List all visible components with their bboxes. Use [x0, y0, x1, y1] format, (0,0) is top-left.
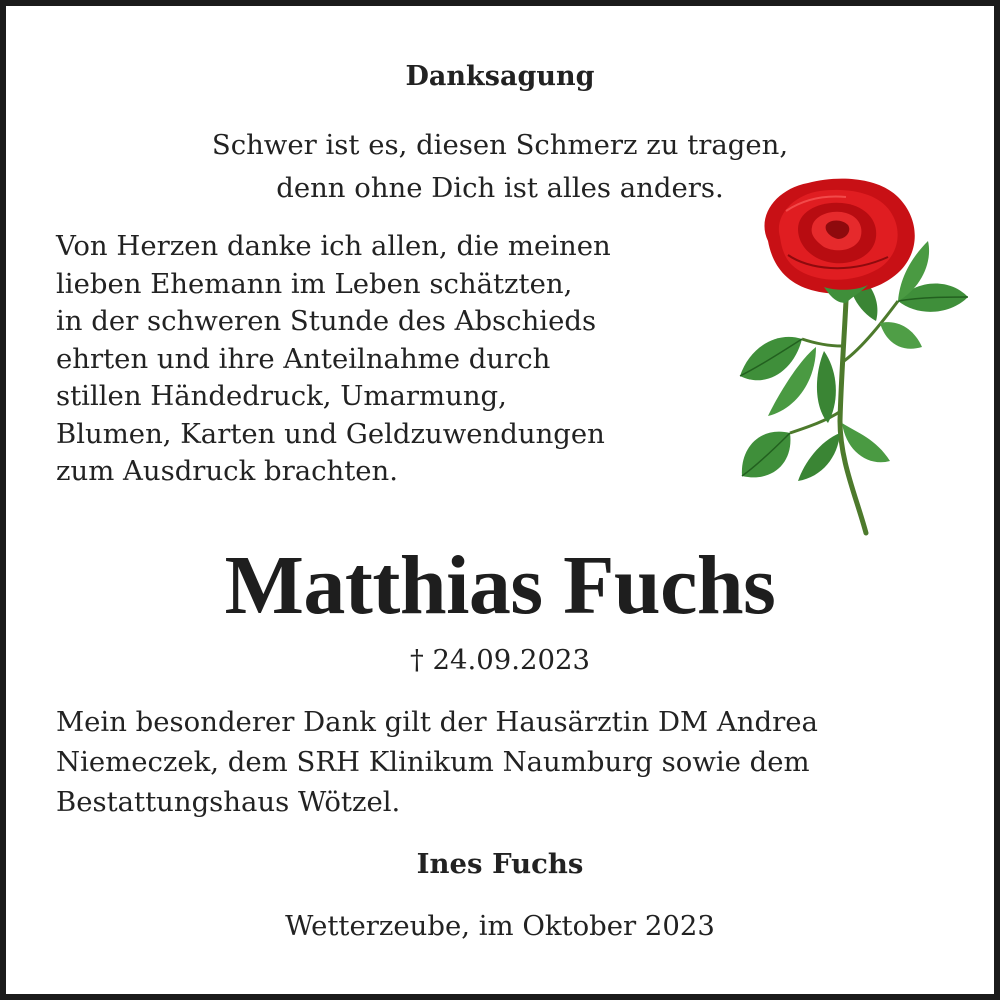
thanks-line: Blumen, Karten und Geldzuwendungen: [56, 417, 605, 450]
red-rose-image: [728, 171, 978, 541]
thanks-line: ehrten und ihre Anteilnahme durch: [56, 342, 551, 375]
deceased-name: Matthias Fuchs: [224, 539, 776, 632]
signer-name: Ines Fuchs: [416, 848, 584, 880]
thanks-line: in der schweren Stunde des Abschieds: [56, 305, 597, 337]
thanks-text: [56, 228, 716, 491]
special-thanks-line: Niemeczek, dem SRH Klinikum Naumburg sowie dem: [56, 746, 810, 778]
notice-heading: Danksagung: [405, 61, 595, 92]
place-and-date: Wetterzeube, im Oktober 2023: [285, 910, 715, 942]
thanks-line: Von Herzen danke ich allen, die meinen: [56, 230, 611, 262]
special-thanks-line: Bestattungshaus Wötzel.: [56, 786, 401, 818]
verse-line: Schwer ist es, diesen Schmerz zu tragen,: [211, 129, 789, 161]
death-date: † 24.09.2023: [410, 644, 590, 676]
verse-line: denn ohne Dich ist alles anders.: [276, 172, 724, 204]
special-thanks-line: Mein besonderer Dank gilt der Hausärztin DM Andrea: [56, 706, 818, 738]
thanks-line: stillen Händedruck, Umarmung,: [56, 380, 507, 412]
special-thanks-text: [56, 702, 956, 822]
thanks-line: lieben Ehemann im Leben schätzten,: [56, 267, 573, 300]
thanks-line: zum Ausdruck brachten.: [56, 455, 399, 487]
